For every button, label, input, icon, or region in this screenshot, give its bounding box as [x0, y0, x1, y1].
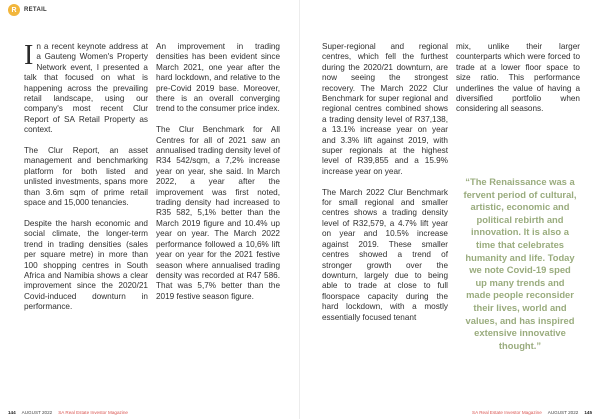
paragraph: The Clur Benchmark for All Centres for all of 2021 saw an annualised trading density level of R34 542/sqm, a 7,2% increase year on year, she said. In March 2022, a year after the improvement was first noted, trading density had increased to R35 582, 5,1% better than the March 2019 figure and 10.4% up year on year. The March 2022 performance followed a 10,6% lift year on year for the 2021 festive season where annualised trading density was recorded at R47 586. That was 5,7% better than the 2019 festive season figure.: [156, 125, 280, 301]
paragraph: Despite the harsh economic and social climate, the longer-term trend in trading densities (sales per square metre) in more than 100 shopping centres in South Africa and Namibia shows a clear improvement since the 2020/21 Covid-induced downturn in performance.: [24, 218, 148, 312]
retail-icon: R: [8, 4, 20, 16]
paragraph: The Clur Report, an asset management and benchmarking platform for both listed and unlisted investments, spans more than 3.6m sqm of prime retail space and 15,000 tenancies.: [24, 146, 148, 208]
pull-quote: “The Renaissance was a fervent period of cultural, artistic, economic and political rebirth and innovation. It is also a time that celebrates humanity and life. Today we note Covid-19 sped up many trends and made people reconsider their lives, world and values, and has inspired extensive innovative thought.”: [463, 176, 577, 351]
paragraph: The March 2022 Clur Benchmark for small regional and smaller centres shows a trading density level of R32,579, a 4.7% lift year on year and 10.5% increase against 2019. These smaller centres showed a trend of stronger growth over the downturn, largely due to being able to trade at close to full floorspace capacity during the hard lockdown, with a mostly essentially focused tenant: [322, 187, 448, 322]
paragraph: mix, unlike their larger counterparts which were forced to trade at a lower floor space to size ratio. This performance underlines the value of having a diversified portfolio when considering all seasons.: [456, 42, 580, 114]
paragraph: An improvement in trading densities has been evident since March 2021, one year after the hard lockdown, and relative to the pre-Covid 2019 base. Moreover, there is an overall converging trend to the consumer price index.: [156, 42, 280, 114]
page-number: 145: [584, 410, 592, 415]
section-label: RETAIL: [24, 7, 48, 13]
paragraph: In a recent keynote address at a Gauteng Women's Property Network event, I presented a talk that focused on what is happening across the prevailing retail landscape, using our company's most recent Clur Report of SA Retail Property as context.: [24, 40, 148, 135]
section-tag: [8, 4, 47, 16]
article-column-1: [24, 42, 148, 323]
issue-date: AUGUST 2022: [21, 410, 53, 415]
article-column-3: [322, 42, 448, 333]
footer-left: [8, 410, 128, 415]
drop-cap: I: [24, 40, 34, 71]
publication-name: SA Real Estate Investor Magazine: [58, 410, 128, 415]
footer-right: [472, 410, 592, 415]
issue-date: AUGUST 2022: [547, 410, 579, 415]
right-page: [300, 0, 600, 419]
page-number: 144: [8, 410, 16, 415]
paragraph: Super-regional and regional centres, which fell the furthest during the 2020/21 downturn, are now seeing the strongest recovery. The March 2022 Clur Benchmark for super regional and regional centres combined shows a trading density level of R37,138, a 13.1% increase year on year and 3.3% lift against 2019, with super regionals at the highest level of R39,855 and a 15.9% increase year on year.: [322, 42, 448, 176]
article-column-2: [156, 42, 280, 313]
article-column-4: [456, 42, 580, 125]
publication-name: SA Real Estate Investor Magazine: [472, 410, 542, 415]
